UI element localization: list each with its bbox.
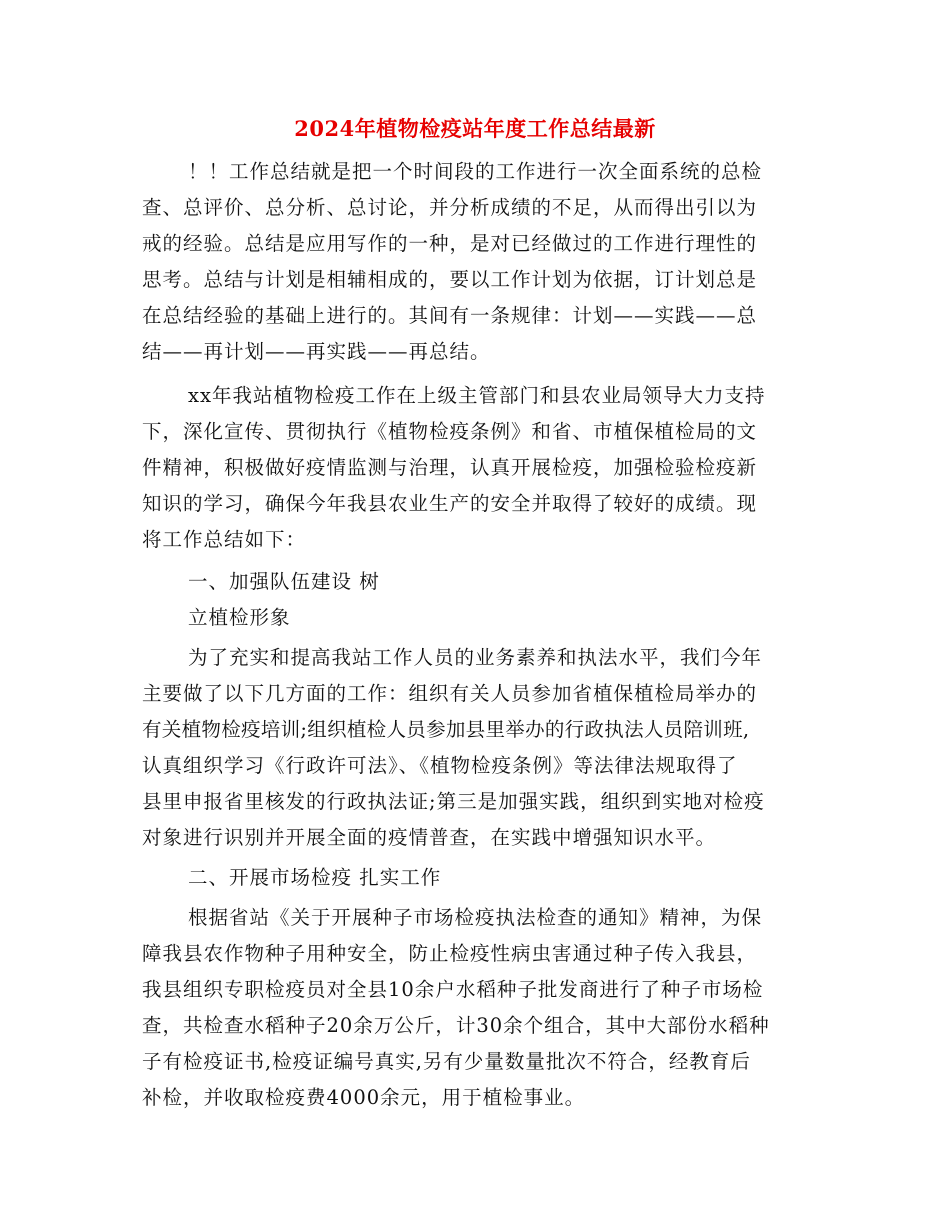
text-line: 查，共检查水稻种子20余万公斤，计30余个组合，其中大部份水稻种 <box>142 1014 770 1037</box>
text-line: 对象进行识别并开展全面的疫情普查，在实践中增强知识水平。 <box>142 826 717 849</box>
text-line: 障我县农作物种子用种安全，防止检疫性病虫害通过种子传入我县， <box>142 942 758 965</box>
text-line: 下，深化宣传、贯彻执行《植物检疫条例》和省、市植保植检局的文 <box>142 420 758 443</box>
section-heading: 二、开展市场检疫 扎实工作 <box>188 866 442 889</box>
section-heading: 立植检形象 <box>188 606 291 629</box>
text-line: 县里申报省里核发的行政执法证;第三是加强实践，组织到实地对检疫 <box>142 790 765 813</box>
text-line: 戒的经验。总结是应用写作的一种，是对已经做过的工作进行理性的 <box>142 232 758 255</box>
text-line: 思考。总结与计划是相辅相成的，要以工作计划为依据，订计划总是 <box>142 268 758 291</box>
section-heading: 一、加强队伍建设 树 <box>188 570 380 593</box>
text-line: 在总结经验的基础上进行的。其间有一条规律：计划——实践——总 <box>142 304 758 327</box>
text-line: 有关植物检疫培训;组织植检人员参加县里举办的行政执法人员陪训班, <box>142 718 750 741</box>
text-line: 补检，并收取检疫费4000余元，用于植检事业。 <box>142 1086 586 1109</box>
text-line: ！！工作总结就是把一个时间段的工作进行一次全面系统的总检 <box>188 160 763 183</box>
document-title: 2024年植物检疫站年度工作总结最新 <box>294 116 656 141</box>
text-line: 件精神，积极做好疫情监测与治理，认真开展检疫，加强检验检疫新 <box>142 456 758 479</box>
text-line: 为了充实和提高我站工作人员的业务素养和执法水平，我们今年 <box>188 646 763 669</box>
text-line: 我县组织专职检疫员对全县10余户水稻种子批发商进行了种子市场检 <box>142 978 764 1001</box>
text-line: 主要做了以下几方面的工作：组织有关人员参加省植保植检局举办的 <box>142 682 758 705</box>
text-line: 知识的学习，确保今年我县农业生产的安全并取得了较好的成绩。现 <box>142 492 758 515</box>
text-line: 根据省站《关于开展种子市场检疫执法检查的通知》精神，为保 <box>188 906 763 929</box>
text-line: xx年我站植物检疫工作在上级主管部门和县农业局领导大力支持 <box>188 384 766 407</box>
text-line: 子有检疫证书,检疫证编号真实,另有少量数量批次不符合，经教育后 <box>142 1050 751 1073</box>
text-line: 结——再计划——再实践——再总结。 <box>142 340 491 363</box>
text-line: 将工作总结如下： <box>142 528 307 551</box>
text-line: 查、总评价、总分析、总讨论，并分析成绩的不足，从而得出引以为 <box>142 196 758 219</box>
text-line: 认真组织学习《行政许可法》、《植物检疫条例》等法律法规取得了 <box>142 754 738 777</box>
